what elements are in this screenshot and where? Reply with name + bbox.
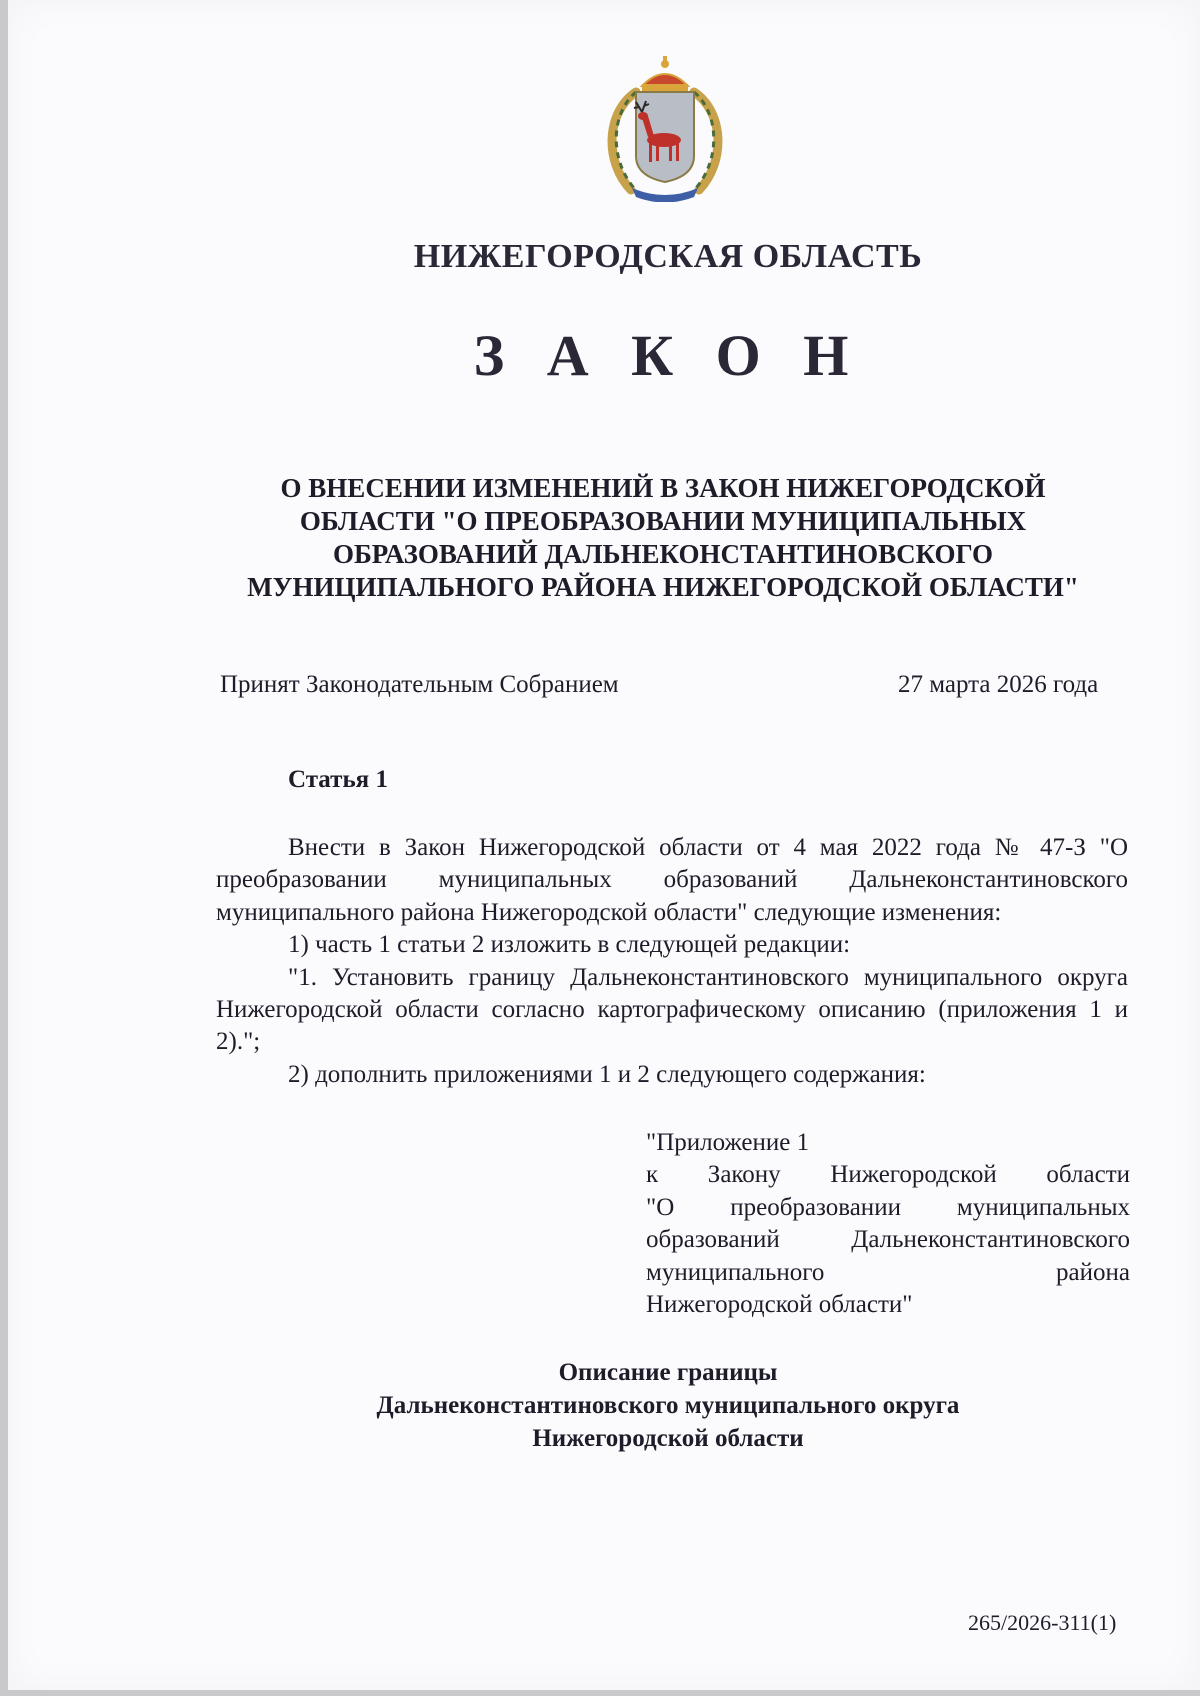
article-paragraph: 2) дополнить приложениями 1 и 2 следующего содержания: (288, 1060, 926, 1088)
heading-line: МУНИЦИПАЛЬНОГО РАЙОНА НИЖЕГОРОДСКОЙ ОБЛАСТИ" (247, 572, 1079, 602)
article-body (216, 832, 1128, 1091)
adoption-date: 27 марта 2026 года (898, 671, 1099, 698)
article-title: Статья 1 (288, 766, 388, 793)
appendix-line: "Приложение 1 (646, 1129, 810, 1156)
law-heading (213, 472, 1113, 604)
description-title-line: Описание границы (558, 1359, 778, 1386)
article-paragraph: 1) часть 1 статьи 2 изложить в следующей редакции: (288, 931, 851, 959)
heading-line: О ВНЕСЕНИИ ИЗМЕНЕНИЙ В ЗАКОН НИЖЕГОРОДСКОЙ (280, 473, 1046, 503)
appendix-reference (646, 1127, 1130, 1321)
boundary-description-title (263, 1356, 1073, 1455)
article-paragraph: Внести в Закон Нижегородской области от 4 мая 2022 года № 47-З "О преобразовании муниципальных образований Дальнеконстантиновского муниципального района Нижегородской области" следующие изменения: (216, 834, 1128, 926)
region-title: НИЖЕГОРОДСКАЯ ОБЛАСТЬ (413, 238, 923, 275)
heading-line: ОБРАЗОВАНИЙ ДАЛЬНЕКОНСТАНТИНОВСКОГО (332, 539, 994, 569)
article-paragraph: "1. Установить границу Дальнеконстантиновского муниципального округа Нижегородской области согласно картографическому описанию (приложения 1 и 2)."; (216, 963, 1128, 1056)
description-title-line: Дальнеконстантиновского муниципального округа (376, 1392, 960, 1419)
appendix-line: образований Дальнеконстантиновского (646, 1226, 1130, 1254)
appendix-line: муниципального района (646, 1258, 1130, 1286)
appendix-line: Нижегородской области" (646, 1291, 913, 1319)
coat-of-arms-icon (596, 52, 734, 202)
document-number: 265/2026-311(1) (968, 1610, 1117, 1635)
description-title-line: Нижегородской области (532, 1425, 804, 1452)
appendix-line: к Закону Нижегородской области (646, 1161, 1130, 1189)
appendix-line: "О преобразовании муниципальных (646, 1193, 1130, 1221)
adoption-text: Принят Законодательным Собранием (220, 671, 619, 698)
document-type-title: З А К О Н (473, 323, 863, 388)
heading-line: ОБЛАСТИ "О ПРЕОБРАЗОВАНИИ МУНИЦИПАЛЬНЫХ (299, 506, 1027, 536)
document-page (8, 0, 1200, 1690)
